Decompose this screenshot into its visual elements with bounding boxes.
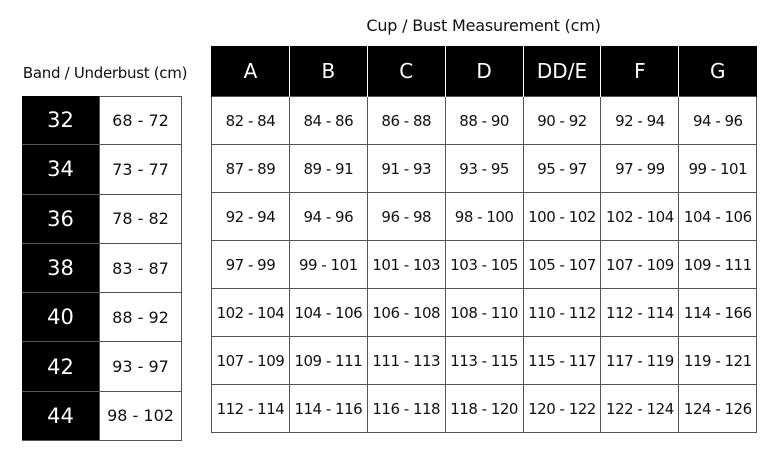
- bust-range-cell: 107 - 109: [212, 337, 290, 385]
- bust-range-cell: 102 - 104: [212, 289, 290, 337]
- band-row: [22, 96, 182, 145]
- bust-measurement-table: [211, 46, 757, 433]
- cup-header-row: [212, 46, 757, 97]
- bust-range-cell: 109 - 111: [289, 337, 367, 385]
- bust-range-cell: 110 - 112: [523, 289, 601, 337]
- bust-range-cell: 92 - 94: [601, 97, 679, 145]
- bust-range-cell: 116 - 118: [367, 385, 445, 433]
- bust-range-cell: 112 - 114: [601, 289, 679, 337]
- underbust-range-cell: 73 - 77: [99, 145, 182, 194]
- bust-range-cell: 88 - 90: [445, 97, 523, 145]
- bust-range-cell: 97 - 99: [601, 145, 679, 193]
- bust-range-cell: 96 - 98: [367, 193, 445, 241]
- bust-range-cell: 111 - 113: [367, 337, 445, 385]
- band-row: [22, 195, 182, 244]
- bust-range-cell: 90 - 92: [523, 97, 601, 145]
- bust-range-cell: 104 - 106: [289, 289, 367, 337]
- band-size-column: [22, 96, 182, 441]
- bust-range-cell: 94 - 96: [679, 97, 757, 145]
- underbust-range-cell: 78 - 82: [99, 195, 182, 244]
- band-row: [22, 145, 182, 194]
- bust-range-cell: 113 - 115: [445, 337, 523, 385]
- band-size-cell: 38: [22, 244, 99, 293]
- underbust-range-cell: 68 - 72: [99, 96, 182, 145]
- bust-range-cell: 114 - 166: [679, 289, 757, 337]
- band-row: [22, 293, 182, 342]
- bust-range-cell: 93 - 95: [445, 145, 523, 193]
- underbust-range-cell: 88 - 92: [99, 293, 182, 342]
- band-size-cell: 34: [22, 145, 99, 194]
- bust-range-cell: 120 - 122: [523, 385, 601, 433]
- band-size-cell: 42: [22, 342, 99, 391]
- underbust-range-cell: 93 - 97: [99, 342, 182, 391]
- bust-range-cell: 124 - 126: [679, 385, 757, 433]
- bust-range-cell: 92 - 94: [212, 193, 290, 241]
- cup-header-cell: G: [679, 46, 757, 97]
- band-size-cell: 40: [22, 293, 99, 342]
- bust-range-cell: 87 - 89: [212, 145, 290, 193]
- bust-range-cell: 114 - 116: [289, 385, 367, 433]
- cup-header-cell: D: [445, 46, 523, 97]
- bust-range-cell: 102 - 104: [601, 193, 679, 241]
- bust-range-cell: 118 - 120: [445, 385, 523, 433]
- band-underbust-title: Band / Underbust (cm): [22, 64, 188, 82]
- bust-range-cell: 106 - 108: [367, 289, 445, 337]
- band-size-cell: 36: [22, 195, 99, 244]
- table-row: [212, 385, 757, 433]
- bust-range-cell: 99 - 101: [679, 145, 757, 193]
- band-row: [22, 244, 182, 293]
- table-row: [212, 145, 757, 193]
- bust-range-cell: 107 - 109: [601, 241, 679, 289]
- bust-range-cell: 105 - 107: [523, 241, 601, 289]
- bust-range-cell: 86 - 88: [367, 97, 445, 145]
- bust-range-cell: 91 - 93: [367, 145, 445, 193]
- bust-range-cell: 95 - 97: [523, 145, 601, 193]
- band-size-cell: 32: [22, 96, 99, 145]
- bust-range-cell: 108 - 110: [445, 289, 523, 337]
- bust-range-cell: 119 - 121: [679, 337, 757, 385]
- bust-range-cell: 109 - 111: [679, 241, 757, 289]
- bust-range-cell: 94 - 96: [289, 193, 367, 241]
- bust-range-cell: 84 - 86: [289, 97, 367, 145]
- bust-range-cell: 112 - 114: [212, 385, 290, 433]
- table-row: [212, 97, 757, 145]
- bust-range-cell: 103 - 105: [445, 241, 523, 289]
- band-row: [22, 342, 182, 391]
- bust-range-cell: 82 - 84: [212, 97, 290, 145]
- table-row: [212, 337, 757, 385]
- cup-header-cell: C: [367, 46, 445, 97]
- cup-header-cell: F: [601, 46, 679, 97]
- bust-range-cell: 98 - 100: [445, 193, 523, 241]
- cup-header-cell: A: [212, 46, 290, 97]
- cup-measurement-title: Cup / Bust Measurement (cm): [366, 16, 601, 35]
- band-row: [22, 392, 182, 441]
- bust-range-cell: 117 - 119: [601, 337, 679, 385]
- table-row: [212, 289, 757, 337]
- table-row: [212, 193, 757, 241]
- cup-header-cell: B: [289, 46, 367, 97]
- bust-range-cell: 101 - 103: [367, 241, 445, 289]
- band-size-cell: 44: [22, 392, 99, 441]
- underbust-range-cell: 83 - 87: [99, 244, 182, 293]
- bust-range-cell: 122 - 124: [601, 385, 679, 433]
- cup-header-cell: DD/E: [523, 46, 601, 97]
- table-row: [212, 241, 757, 289]
- bust-range-cell: 99 - 101: [289, 241, 367, 289]
- underbust-range-cell: 98 - 102: [99, 392, 182, 441]
- bust-range-cell: 104 - 106: [679, 193, 757, 241]
- bust-range-cell: 97 - 99: [212, 241, 290, 289]
- bust-range-cell: 89 - 91: [289, 145, 367, 193]
- bust-range-cell: 115 - 117: [523, 337, 601, 385]
- bust-range-cell: 100 - 102: [523, 193, 601, 241]
